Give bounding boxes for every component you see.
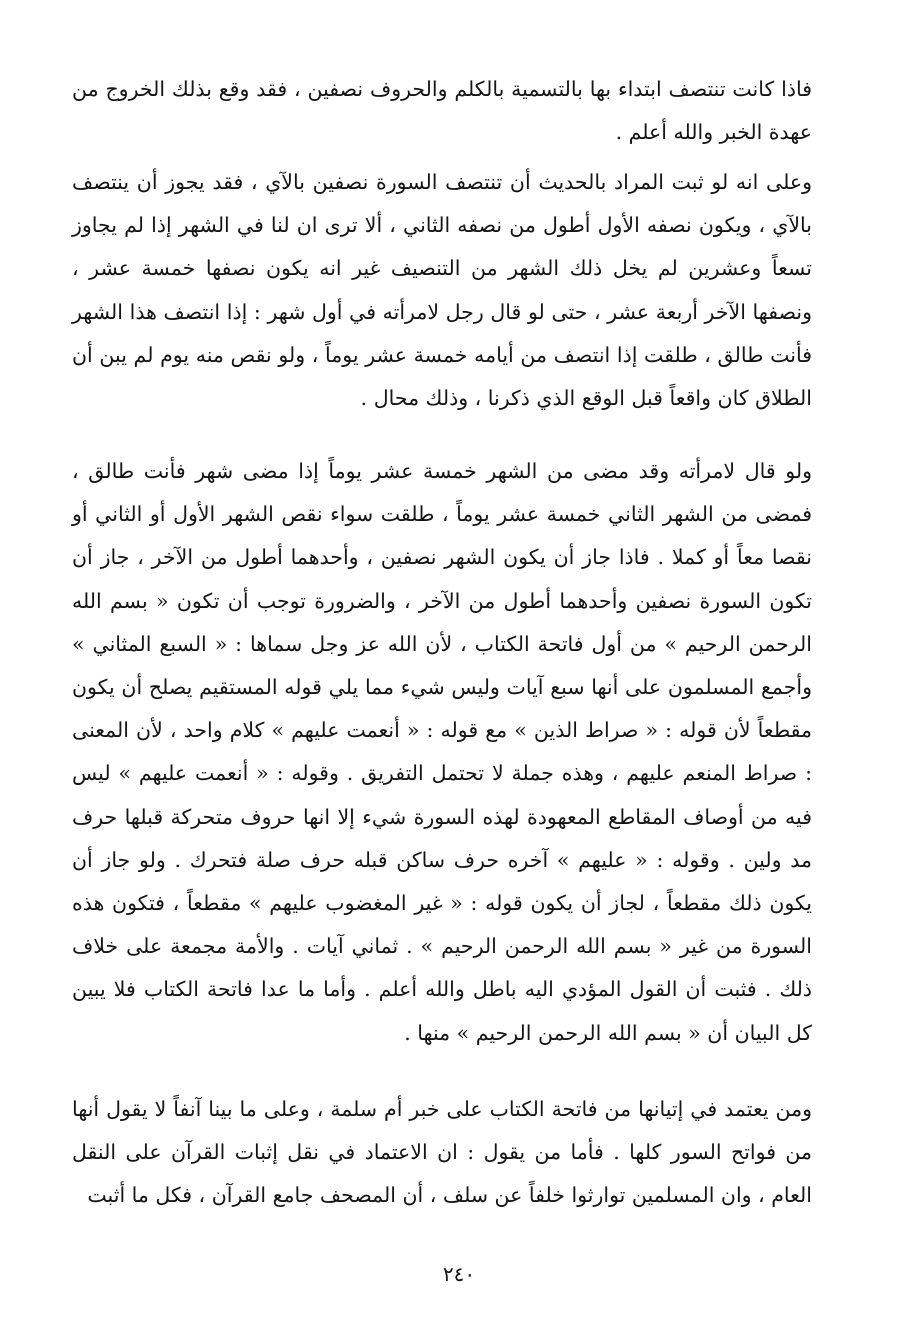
paragraph-2: وعلى انه لو ثبت المراد بالحديث أن تنتصف السورة نصفين بالآي ، فقد يجوز أن ينتصف بالآي ، ويكون نصفه الأول أطول من نصفه الثاني ، ألا ترى ان لنا في الشهر إذا لم يجاوز تسعاً وعشرين لم يخل ذلك الشهر من التنصيف غير انه يكون نصفها خمسة عشر ، ونصفها الآخر أربعة عشر ، حتى لو قال رجل لامرأته في أول شهر : إذا انتصف هذا الشهر فأنت طالق ، طلقت إذا انتصف من أيامه خمسة عشر يوماً ، ولو نقص منه يوم لم يبن أن الطلاق كان واقعاً قبل الوقع الذي ذكرنا ، وذلك محال . [72,170,813,411]
paragraph-4: ومن يعتمد في إتيانها من فاتحة الكتاب على خبر أم سلمة ، وعلى ما بينا آنفاً لا يقول أنها من فواتح السور كلها . فأما من يقول : ان الاعتماد في نقل إثبات القرآن على النقل العام ، وان المسلمين توارثوا خلفاً عن سلف ، أن المصحف جامع القرآن ، فكل ما أثبت [72,1097,812,1208]
paragraph-1: فاذا كانت تنتصف ابتداء بها بالتسمية بالكلم والحروف نصفين ، فقد وقع بذلك الخروج من عهدة الخبر والله أعلم . [72,77,812,145]
paragraph-3: ولو قال لامرأته وقد مضى من الشهر خمسة عشر يوماً إذا مضى شهر فأنت طالق ، فمضى من الشهر الثاني خمسة عشر يوماً ، طلقت سواء نقص الشهر الأول أو الثاني أو نقصا معاً أو كملا . فاذا جاز أن يكون الشهر نصفين ، وأحدهما أطول من الآخر ، جاز أن تكون السورة نصفين وأحدهما أطول من الآخر ، والضرورة توجب أن تكون « بسم الله الرحمن الرحيم » من أول فاتحة الكتاب ، لأن الله عز وجل سماها : « السبع المثاني » وأجمع المسلمون على أنها سبع آيات وليس شيء مما يلي قوله المستقيم يصلح أن يكون مقطعاً لأن قوله : « صراط الذين » مع قوله : « أنعمت عليهم » كلام واحد ، لأن المعنى : صراط المنعم عليهم ، وهذه جملة لا تحتمل التفريق . وقوله : « أنعمت عليهم » ليس فيه من أوصاف المقاطع المعهودة لهذه السورة شيء إلا انها حروف متحركة قبلها حرف مد ولين . وقوله : « عليهم » آخره حرف ساكن قبله حرف صلة فتحرك . ولو جاز أن يكون ذلك مقطعاً ، لجاز أن يكون قوله : « غير المغضوب عليهم » مقطعاً ، فتكون هذه السورة من غير « بسم الله الرحمن الرحيم » . ثماني آيات . والأمة مجمعة على خلاف ذلك . فثبت أن القول المؤدي اليه باطل والله أعلم . وأما ما عدا فاتحة الكتاب فلا يبين كل البيان أن « بسم الله الرحمن الرحيم » منها . [72,459,812,1045]
page-number: ٢٤٠ [442,1262,476,1286]
